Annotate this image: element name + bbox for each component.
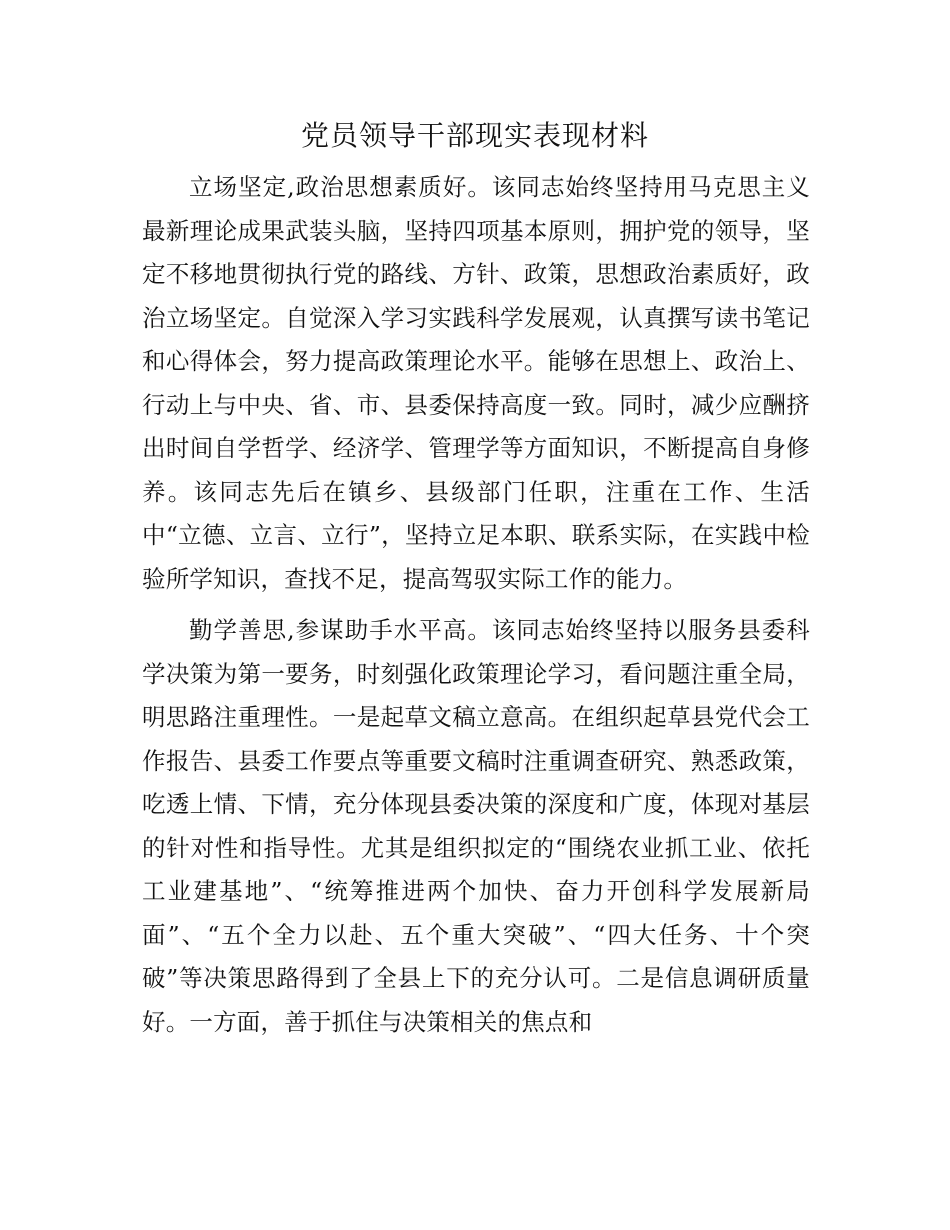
paragraph-political-stance: 立场坚定,政治思想素质好。该同志始终坚持用马克思主义最新理论成果武装头脑，坚持四项基本原则，拥护党的领导，坚定不移地贯彻执行党的路线、方针、政策，思想政治素质好，政治立场坚定。自觉深入学习实践科学发展观，认真撰写读书笔记和心得体会，努力提高政策理论水平。能够在思想上、政治上、行动上与中央、省、市、县委保持高度一致。同时，减少应酬挤出时间自学哲学、经济学、管理学等方面知识，不断提高自身修养。该同志先后在镇乡、县级部门任职，注重在工作、生活中“立德、立言、立行”，坚持立足本职、联系实际，在实践中检验所学知识，查找不足，提高驾驭实际工作的能力。 [142,173,810,593]
paragraph-diligent-study: 勤学善思,参谋助手水平高。该同志始终坚持以服务县委科学决策为第一要务，时刻强化政策理论学习，看问题注重全局，明思路注重理性。一是起草文稿立意高。在组织起草县党代会工作报告、县委工作要点等重要文稿时注重调查研究、熟悉政策，吃透上情、下情，充分体现县委决策的深度和广度，体现对基层的针对性和指导性。尤其是组织拟定的“围绕农业抓工业、依托工业建基地”、“统筹推进两个加快、奋力开创科学发展新局面”、“五个全力以赴、五个重大突破”、“四大任务、十个突破”等决策思路得到了全县上下的充分认可。二是信息调研质量好。一方面，善于抓住与决策相关的焦点和 [142,616,810,1036]
document-body [142,166,810,1044]
document-title: 党员领导干部现实表现材料 [300,119,649,152]
